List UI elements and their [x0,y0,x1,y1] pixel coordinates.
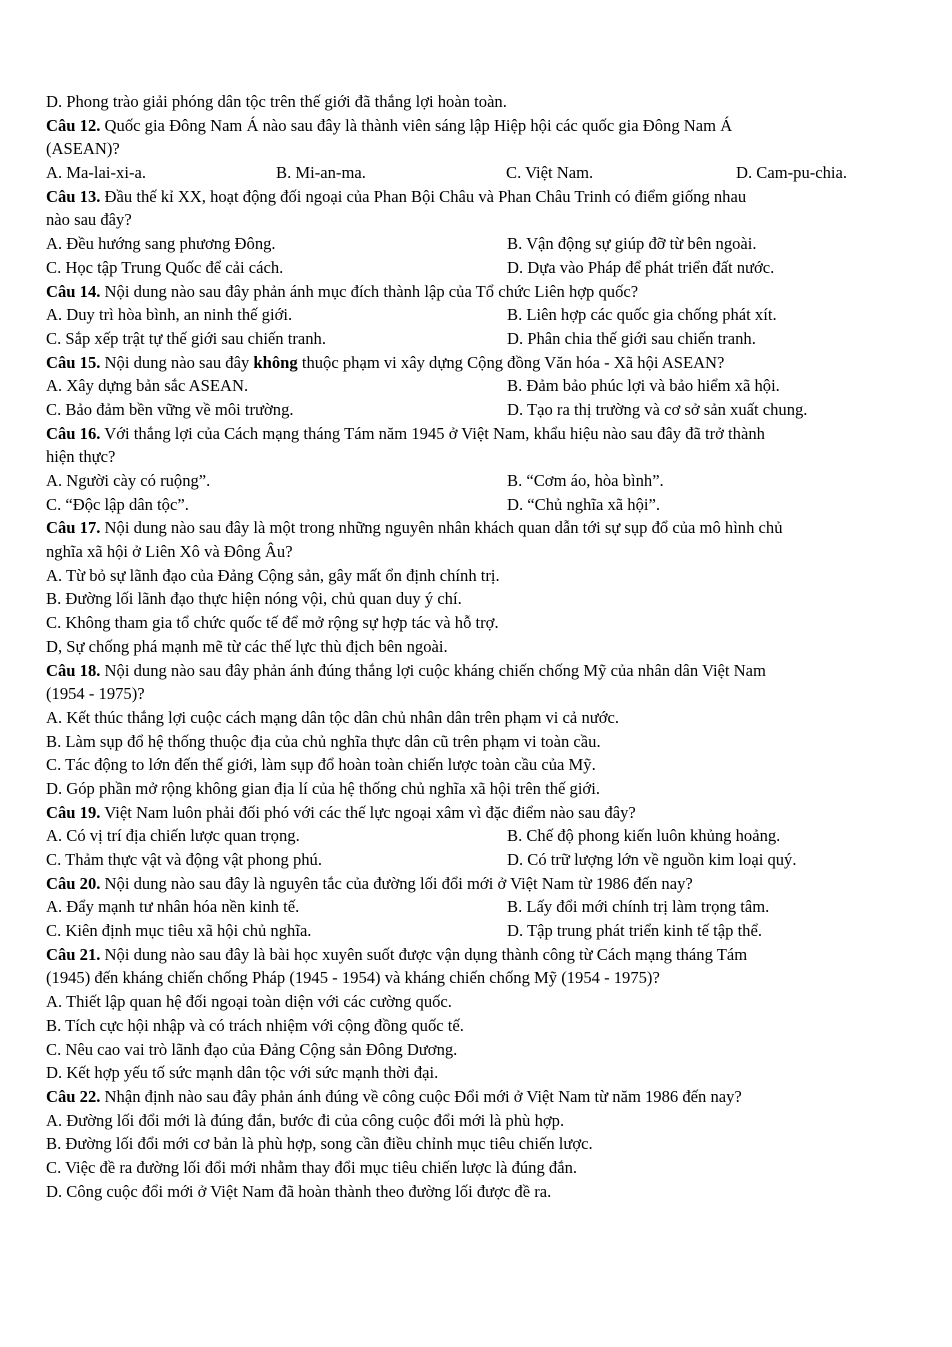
question-13-option-d: D. Dựa vào Pháp để phát triển đất nước. [507,257,775,277]
question-13-option-c: C. Học tập Trung Quốc để cải cách. [46,257,284,277]
question-17-label: Câu 17. [46,518,101,538]
question-19-option-a: A. Có vị trí địa chiến lược quan trọng. [46,826,300,846]
question-12-stem: Câu 12. Quốc gia Đông Nam Á nào sau đây là thành viên sáng lập Hiệp hội các quốc gia Đông Nam Á [46,115,733,135]
question-16-option-a: A. Người cày có ruộng”. [46,471,211,490]
question-19-stem: Câu 19. Việt Nam luôn phải đối phó với các thế lực ngoại xâm vì đặc điểm nào sau đây? [46,802,636,822]
question-21-label: Câu 21. [46,944,101,964]
question-12-label: Câu 12. [46,115,101,135]
question-12-option-c: C. Việt Nam. [506,163,594,183]
question-16-options-ab [46,469,906,493]
question-16-option-c: C. “Độc lập dân tộc”. [46,494,189,514]
question-21-option-d: D. Kết hợp yếu tố sức mạnh dân tộc với sức mạnh thời đại. [46,1063,439,1083]
question-13-options-cd [46,256,906,280]
question-12-options [46,161,906,185]
question-19-option-c: C. Thảm thực vật và động vật phong phú. [46,850,322,869]
question-18-stem: Câu 18. Nội dung nào sau đây phản ánh đúng thắng lợi cuộc kháng chiến chống Mỹ của nhân dân Việt Nam [46,660,766,680]
question-13-options-ab [46,232,906,256]
question-14-stem: Câu 14. Nội dung nào sau đây phản ánh mục đích thành lập của Tổ chức Liên hợp quốc? [46,281,639,301]
question-16-stem: Câu 16. Với thắng lợi của Cách mạng tháng Tám năm 1945 ở Việt Nam, khẩu hiệu nào sau đây đã trở thành [46,423,765,443]
question-21-option-b: B. Tích cực hội nhập và có trách nhiệm với cộng đồng quốc tế. [46,1015,464,1035]
question-15-option-c: C. Bảo đảm bền vững về môi trường. [46,399,294,419]
question-18-label: Câu 18. [46,660,101,680]
question-22-option-d: D. Công cuộc đổi mới ở Việt Nam đã hoàn thành theo đường lối được đề ra. [46,1181,552,1201]
question-20-option-c: C. Kiên định mục tiêu xã hội chủ nghĩa. [46,921,312,941]
question-13-label: Câu 13. [46,186,101,206]
question-19-options-cd [46,848,906,872]
question-22-stem: Câu 22. Nhận định nào sau đây phản ánh đúng về công cuộc Đổi mới ở Việt Nam từ năm 1986 đến nay? [46,1086,742,1106]
question-20-option-a: A. Đẩy mạnh tư nhân hóa nền kinh tế. [46,897,300,917]
question-21-stem-cont: (1945) đến kháng chiến chống Pháp (1945 - 1954) và kháng chiến chống Mỹ (1954 - 1975)? [46,968,660,988]
question-22-option-c: C. Việc đề ra đường lối đổi mới nhằm thay đổi mục tiêu chiến lược là đúng đắn. [46,1157,578,1177]
question-17-option-c: C. Không tham gia tổ chức quốc tế để mở rộng sự hợp tác và hỗ trợ. [46,613,499,633]
question-13-option-a: A. Đều hướng sang phương Đông. [46,234,276,254]
question-15-label: Câu 15. [46,352,101,372]
question-20-stem: Câu 20. Nội dung nào sau đây là nguyên tắc của đường lối đổi mới ở Việt Nam từ 1986 đến nay? [46,873,693,893]
question-15-option-b: B. Đảm bảo phúc lợi và bảo hiểm xã hội. [507,376,780,396]
question-13-stem: Câu 13. Đầu thế kỉ XX, hoạt động đối ngoại của Phan Bội Châu và Phan Châu Trinh có điểm giống nhau [46,186,747,206]
question-15-option-d: D. Tạo ra thị trường và cơ sở sản xuất chung. [507,399,808,419]
question-22-option-a: A. Đường lối đổi mới là đúng đắn, bước đi của công cuộc đổi mới là phù hợp. [46,1110,565,1130]
question-12-stem-cont: (ASEAN)? [46,139,120,159]
question-12-option-d: D. Cam-pu-chia. [736,163,848,183]
question-18-option-c: C. Tác động to lớn đến thế giới, làm sụp đổ hoàn toàn chiến lược toàn cầu của Mỹ. [46,755,596,775]
question-17-option-b: B. Đường lối lãnh đạo thực hiện nóng vội, chủ quan duy ý chí. [46,589,462,609]
question-18-stem-cont: (1954 - 1975)? [46,684,145,704]
question-14-option-b: B. Liên hợp các quốc gia chống phát xít. [507,305,777,325]
prev-question-option-d: D. Phong trào giải phóng dân tộc trên thế giới đã thắng lợi hoàn toàn. [46,92,507,111]
question-14-option-c: C. Sắp xếp trật tự thế giới sau chiến tranh. [46,328,326,348]
question-22-option-b: B. Đường lối đổi mới cơ bản là phù hợp, song cần điều chỉnh mục tiêu chiến lược. [46,1134,593,1154]
question-19-label: Câu 19. [46,802,101,822]
question-15-option-a: A. Xây dựng bản sắc ASEAN. [46,376,249,396]
question-19-options-ab [46,824,906,848]
question-21-option-a: A. Thiết lập quan hệ đối ngoại toàn diện với các cường quốc. [46,992,452,1012]
question-17-option-a: A. Từ bỏ sự lãnh đạo của Đảng Cộng sản, gây mất ổn định chính trị. [46,565,500,585]
question-17-stem: Câu 17. Nội dung nào sau đây là một trong những nguyên nhân khách quan dẫn tới sự sụp đổ của mô hình chủ [46,518,783,538]
question-20-option-d: D. Tập trung phát triển kinh tế tập thể. [507,921,762,941]
question-20-option-b: B. Lấy đổi mới chính trị làm trọng tâm. [507,897,770,917]
question-15-options-ab [46,374,906,398]
question-16-options-cd [46,493,906,517]
question-16-label: Câu 16. [46,423,101,443]
question-12-option-a: A. Ma-lai-xi-a. [46,163,146,183]
question-16-stem-cont: hiện thực? [46,447,116,467]
question-12-option-b: B. Mi-an-ma. [276,163,366,183]
question-14-options-cd [46,327,906,351]
question-21-option-c: C. Nêu cao vai trò lãnh đạo của Đảng Cộng sản Đông Dương. [46,1039,458,1059]
question-15-stem: Câu 15. Nội dung nào sau đây không thuộc phạm vi xây dựng Cộng đồng Văn hóa - Xã hội ASEAN? [46,352,725,372]
question-21-stem: Câu 21. Nội dung nào sau đây là bài học xuyên suốt được vận dụng thành công từ Cách mạng tháng Tám [46,944,748,964]
question-20-label: Câu 20. [46,873,101,893]
question-19-option-d: D. Có trữ lượng lớn về nguồn kim loại quý. [507,850,797,869]
question-14-option-a: A. Duy trì hòa bình, an ninh thế giới. [46,305,293,325]
question-20-options-ab [46,895,906,919]
question-17-stem-cont: nghĩa xã hội ở Liên Xô và Đông Âu? [46,542,293,562]
question-19-option-b: B. Chế độ phong kiến luôn khủng hoảng. [507,826,781,846]
question-13-stem-cont: nào sau đây? [46,210,132,230]
negation-emphasis: không [253,352,298,372]
question-14-label: Câu 14. [46,281,101,301]
question-22-label: Câu 22. [46,1086,101,1106]
question-16-option-b: B. “Cơm áo, hòa bình”. [507,471,664,490]
question-14-option-d: D. Phân chia thế giới sau chiến tranh. [507,328,756,348]
question-16-option-d: D. “Chủ nghĩa xã hội”. [507,494,660,514]
question-14-options-ab [46,303,906,327]
question-18-option-d: D. Góp phần mở rộng không gian địa lí của hệ thống chủ nghĩa xã hội trên thế giới. [46,778,600,798]
question-18-option-b: B. Làm sụp đổ hệ thống thuộc địa của chủ nghĩa thực dân cũ trên phạm vi toàn cầu. [46,731,601,751]
exam-content [46,90,906,1203]
question-17-option-d: D, Sự chống phá mạnh mẽ từ các thế lực thù địch bên ngoài. [46,636,448,656]
question-20-options-cd [46,919,906,943]
question-13-option-b: B. Vận động sự giúp đỡ từ bên ngoài. [507,234,757,254]
question-15-options-cd [46,398,906,422]
question-18-option-a: A. Kết thúc thắng lợi cuộc cách mạng dân tộc dân chủ nhân dân trên phạm vi cả nước. [46,707,620,727]
